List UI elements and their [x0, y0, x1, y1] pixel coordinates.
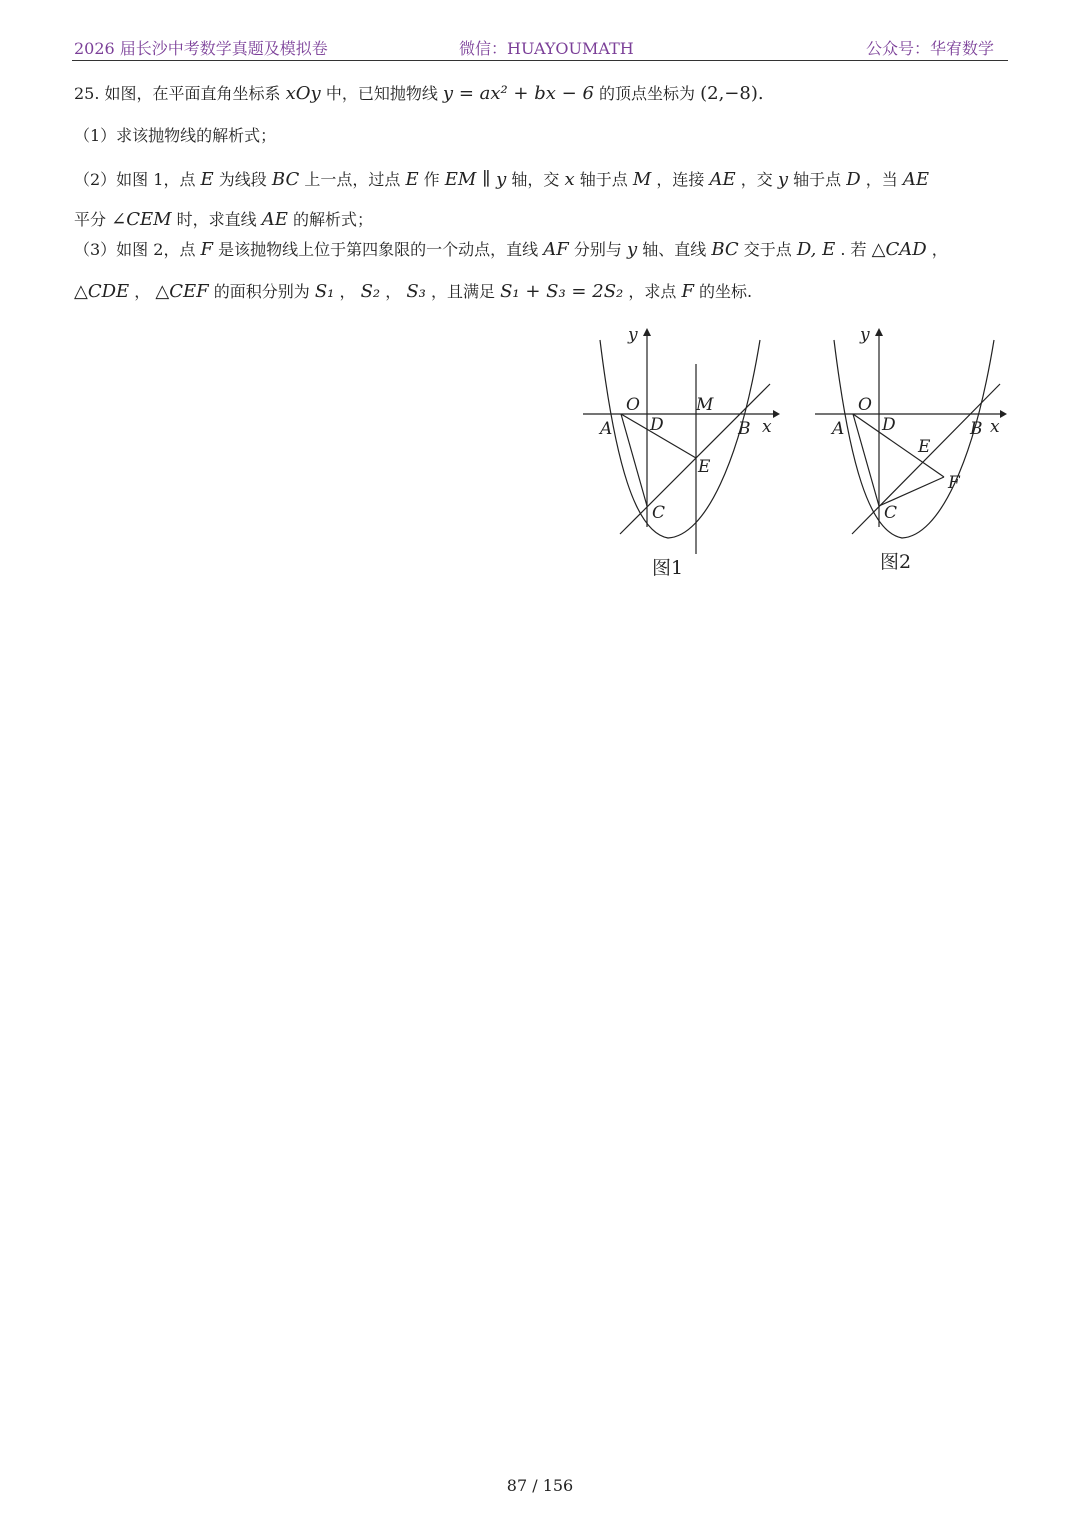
figure-1-label-o: O	[626, 395, 640, 415]
figure-2-label-c: C	[884, 503, 898, 523]
figure-1-label-d: D	[650, 415, 664, 435]
figure-2-segment-cf	[879, 477, 944, 506]
figure-2-caption: 图2	[880, 551, 912, 573]
page-number: 87 / 156	[506, 1476, 574, 1495]
figure-2-label-e: E	[918, 437, 931, 457]
header-title: 2026 届长沙中考数学真题及模拟卷	[74, 39, 328, 58]
figures	[580, 322, 1020, 592]
vertex-coordinates: (2,−8).	[700, 83, 764, 104]
figure-2-label-o: O	[858, 395, 872, 415]
header-account: 公众号：华宥数学	[865, 39, 994, 58]
figure-1-label-e: E	[698, 457, 711, 477]
header-wechat: 微信：HUAYOUMATH	[459, 39, 634, 58]
figure-2-line-bc	[852, 384, 1000, 534]
figure-2-y-arrow	[875, 328, 883, 336]
figure-2	[815, 325, 1007, 573]
figure-2-label-f: F	[948, 473, 960, 493]
figure-1-line-bc	[620, 384, 770, 534]
figure-2-segment-ac	[853, 414, 879, 506]
part-3: （3）如图 2，点 F 是该抛物线上位于第四象限的一个动点，直线 AF 分别与 y 轴、直线 BC 交于点 D, E . 若 △CAD ，	[74, 239, 948, 260]
problem-stem: 25. 如图，在平面直角坐标系 xOy 中，已知抛物线 y = ax² + bx − 6 的顶点坐标为 (2,−8).	[74, 83, 764, 104]
figure-1-label-m: M	[696, 395, 714, 415]
figure-1-label-x: x	[762, 417, 772, 437]
figure-1-label-b: B	[738, 419, 751, 439]
figure-2-label-y: y	[860, 325, 870, 345]
part-2: （2）如图 1，点 E 为线段 BC 上一点，过点 E 作 EM ∥ y 轴，交 x 轴于点 M ，连接 AE ，交 y 轴于点 D ，当 AE	[74, 169, 929, 190]
figure-1-x-arrow	[773, 410, 780, 418]
figure-2-parabola	[834, 340, 994, 538]
figure-2-label-d: D	[882, 415, 896, 435]
part-3-cont: △CDE ， △CEF 的面积分别为 S₁ ， S₂ ， S₃ ，且满足 S₁ + S₃ = 2S₂ ，求点 F 的坐标.	[74, 281, 753, 302]
figure-2-label-b: B	[970, 419, 983, 439]
figure-1-y-arrow	[643, 328, 651, 336]
part-1: （1）求该抛物线的解析式；	[74, 126, 277, 145]
figure-1-label-c: C	[652, 503, 666, 523]
figure-1-caption: 图1	[652, 557, 684, 579]
part-2-cont: 平分 ∠CEM 时，求直线 AE 的解析式；	[74, 209, 373, 230]
parabola-equation: y = ax² + bx − 6	[442, 83, 594, 104]
figure-1	[583, 325, 780, 579]
figure-1-segment-ac	[621, 414, 647, 506]
page-header	[72, 30, 1008, 61]
figure-1-label-a: A	[600, 419, 613, 439]
figure-1-parabola	[600, 340, 760, 538]
figure-2-x-arrow	[1000, 410, 1007, 418]
figure-2-label-x: x	[990, 417, 1000, 437]
figure-1-label-y: y	[628, 325, 638, 345]
area-condition: S₁ + S₃ = 2S₂	[500, 281, 624, 302]
figure-2-label-a: A	[832, 419, 845, 439]
